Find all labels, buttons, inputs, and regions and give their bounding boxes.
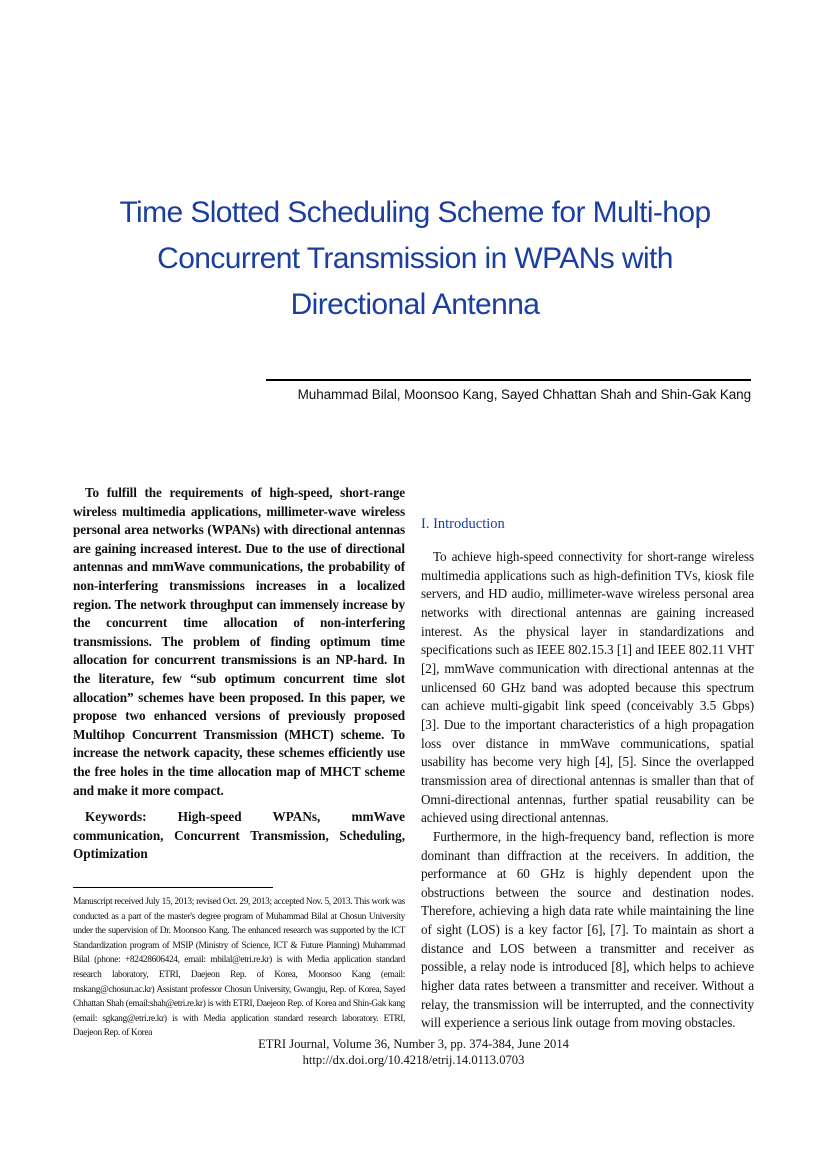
journal-citation: ETRI Journal, Volume 36, Number 3, pp. 374-384, June 2014 (258, 1037, 569, 1051)
journal-doi: http://dx.doi.org/10.4218/etrij.14.0113.0703 (302, 1053, 525, 1067)
journal-footer (0, 1036, 827, 1068)
introduction-body (421, 548, 754, 1033)
section-heading-introduction: I. Introduction (421, 516, 505, 532)
title-line-2: Concurrent Transmission in WPANs with (157, 242, 673, 275)
title-line-1: Time Slotted Scheduling Scheme for Multi-hop (119, 196, 711, 229)
paper-title (80, 190, 750, 328)
author-divider (266, 379, 751, 381)
footnote-divider (73, 887, 273, 888)
intro-paragraph-2: Furthermore, in the high-frequency band, reflection is more dominant than diffraction at the receivers. In addition, the performance at 60 GHz is highly dependent upon the obstructions between the source and destination nodes. Therefore, achieving a high data rate while maintaining the line of sight (LOS) is a key factor [6], [7]. To maintain as short a distance and LOS between a transmitter and receiver as possible, a relay node is introduced [8], which helps to achieve higher data rates between a transmitter and receiver. Without a relay, the transmission will be interrupted, and the connectivity will experience a serious link outage from moving obstacles. (421, 828, 754, 1031)
intro-paragraph-1: To achieve high-speed connectivity for short-range wireless multimedia applications such as high-definition TVs, kiosk file servers, and HD audio, millimeter-wave wireless personal area networks with directional antennas are gaining increased interest. As the physical layer in standardizations and specifications such as IEEE 802.15.3 [1] and IEEE 802.11 VHT [2], mmWave communication with directional antennas at the unlicensed 60 GHz band was adopted because this spectrum can achieve multi-gigabit link speed (conceivably 3.5 Gbps) [3]. Due to the important characteristics of a high propagation loss over distance in mmWave communications, spatial usability has become very high [4], [5]. Since the overlapped transmission area of directional antennas is smaller than that of Omni-directional antennas, further spatial reusability can be achieved using directional antennas. (421, 549, 754, 826)
author-list: Muhammad Bilal, Moonsoo Kang, Sayed Chhattan Shah and Shin-Gak Kang (297, 387, 751, 402)
keywords: Keywords: High-speed WPANs, mmWave communication, Concurrent Transmission, Scheduling, Optimization (73, 809, 405, 862)
title-line-3: Directional Antenna (290, 288, 540, 321)
abstract: To fulfill the requirements of high-speed, short-range wireless multimedia applications, millimeter-wave wireless personal area networks (WPANs) with directional antennas are gaining increased interest. Due to the use of directional antennas and mmWave communications, the probability of non-interfering transmissions increases in a localized region. The network throughput can immensely increase by the concurrent time allocation of non-interfering transmissions. The problem of finding optimum time allocation for concurrent transmissions is an NP-hard. In the literature, few “sub optimum concurrent time slot allocation” schemes have been proposed. In this paper, we propose two enhanced versions of previously proposed Multihop Concurrent Transmission (MHCT) scheme. To increase the network capacity, these schemes efficiently use the free holes in the time allocation map of MHCT scheme and make it more compact. (73, 485, 405, 798)
footnote: Manuscript received July 15, 2013; revised Oct. 29, 2013; accepted Nov. 5, 2013. This work was conducted as a part of the master's degree program of Muhammad Bilal at Chosun University under the supervision of Dr. Moonsoo Kang. The enhanced research was supported by the ICT Standardization program of MSIP (Ministry of Science, ICT & Future Planning) Muhammad Bilal (phone: +82428606424, email: mbilal@etri.re.kr) is with Media application standard research laboratory, ETRI, Daejeon Rep. of Korea, Moonsoo Kang (email: mskang@chosun.ac.kr) Assistant professor Chosun University, Gwangju, Rep. of Korea, Sayed Chhattan Shah (email:shah@etri.re.kr) is with ETRI, Daejeon Rep. of Korea and Shin-Gak kang (email: sgkang@etri.re.kr) is with Media application standard research laboratory. ETRI, Daejeon Rep. of Korea (73, 897, 405, 1039)
